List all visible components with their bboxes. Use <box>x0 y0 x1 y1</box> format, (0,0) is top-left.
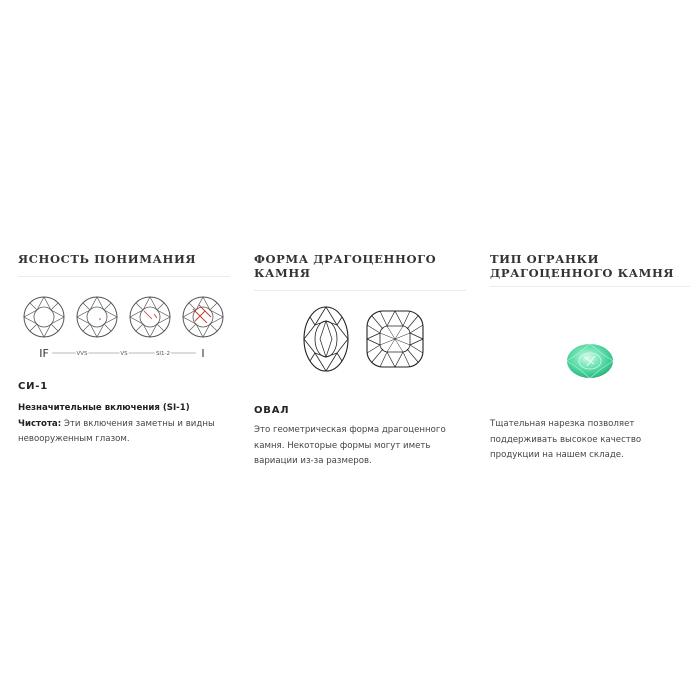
clarity-column <box>18 252 230 448</box>
cut-column <box>490 252 690 464</box>
green-gem-icon <box>567 344 613 378</box>
gem-photo <box>490 295 690 395</box>
shape-column <box>254 252 466 470</box>
diamond-i-icon <box>183 297 223 337</box>
oval-shape-icon <box>304 307 348 371</box>
shape-illustrations <box>254 297 466 383</box>
clarity-description-text: Эти включения заметны и видны невооруженным глазом. <box>18 418 215 444</box>
divider <box>254 290 466 291</box>
shape-description: Это геометрическая форма драгоценного камня. Некоторые формы могут иметь вариации из-за размеров. <box>254 425 446 466</box>
cut-description: Тщательная нарезка позволяет поддерживать высокое качество продукции на нашем складе. <box>490 419 642 460</box>
scale-label-si: SI1-2 <box>155 351 171 357</box>
diamond-vvs-icon <box>77 297 117 337</box>
clarity-description-bold: Незначительные включения (SI-1) Чистота: <box>18 403 190 429</box>
scale-label-vvs: VVS <box>76 351 88 357</box>
cushion-shape-icon <box>367 311 423 367</box>
clarity-description <box>18 401 230 448</box>
shape-heading: ФОРМА ДРАГОЦЕННОГО КАМНЯ <box>254 252 437 280</box>
diamond-vs-icon <box>130 297 170 337</box>
divider <box>18 276 230 277</box>
clarity-value: СИ-1 <box>18 381 49 392</box>
scale-label-if: IF <box>39 347 49 360</box>
scale-label-vs: VS <box>120 351 128 357</box>
shape-value: ОВАЛ <box>254 405 290 416</box>
scale-label-i: I <box>201 347 205 360</box>
cut-heading: ТИП ОГРАНКИ ДРАГОЦЕННОГО КАМНЯ <box>490 252 675 280</box>
divider <box>490 286 690 287</box>
clarity-scale <box>18 291 230 361</box>
diamond-if-icon <box>24 297 64 337</box>
clarity-heading: ЯСНОСТЬ ПОНИМАНИЯ <box>18 252 197 266</box>
